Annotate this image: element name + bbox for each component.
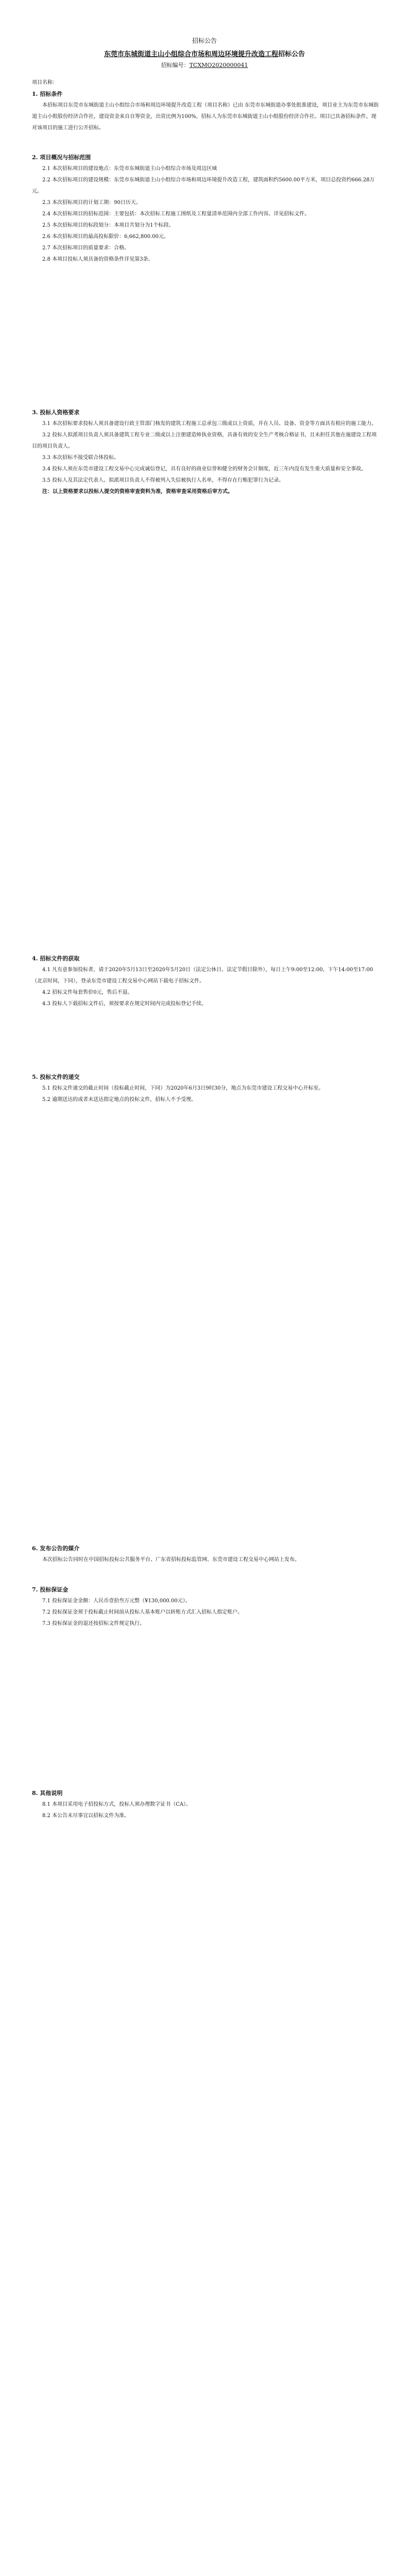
section-8-item: 8.2 本公告未尽事宜以招标文件为准。 xyxy=(42,1813,130,1819)
section-3-title: 3. 投标人资格要求 xyxy=(32,409,80,416)
section-5-item: 5.1 投标文件递交的截止时间（投标截止时间，下同）为2020年6月3日9时30分，地点为东莞市建设工程交易中心开标室。 xyxy=(42,1086,324,1091)
section-1-text: 本招标项目东莞市东城街道主山小组综合市场和周边环境提升改造工程（项目名称）已由 东莞市东城街道办事处批准建设，项目业主为东莞市东城街道主山小组股份经济合作社，建设资金来自自筹资金，出资比例为100%，招标人为东莞市东城街道主山小组股份经济合作社。项目已具备招标条件，现对该项目的施工进行公开招标。 xyxy=(32,103,379,131)
section-2-item: 2.8 本项目投标人须具备的资格条件详见第3条。 xyxy=(42,257,154,262)
section-5-title: 5. 投标文件的递交 xyxy=(32,1074,80,1080)
section-3-item: 3.3 本次招标不接受联合体投标。 xyxy=(42,455,120,461)
section-3-item: 3.4 投标人须在东莞市建设工程交易中心完成诚信登记，具有良好的商业信誉和健全的财务会计制度，近三年内没有发生重大质量和安全事故。 xyxy=(42,466,367,472)
project-number: 招标编号：TCXMO2020000041 xyxy=(161,62,248,69)
section-3-item: 3.5 投标人及其法定代表人、拟派项目负责人不得被列入失信被执行人名单，不得存在行贿犯罪行为记录。 xyxy=(42,478,284,483)
section-4-item: 4.3 投标人下载招标文件后，须按要求在规定时间内完成投标登记手续。 xyxy=(42,1001,207,1007)
section-2-title: 2. 项目概况与招标范围 xyxy=(32,154,91,161)
section-3 xyxy=(32,407,379,498)
project-name-label: 项目名称： xyxy=(32,80,58,86)
section-8 xyxy=(32,1788,379,1822)
section-1-title: 1. 招标条件 xyxy=(32,91,63,97)
section-6-text: 本次招标公告同时在中国招标投标公共服务平台、广东省招标投标监管网、东莞市建设工程交易中心网站上发布。 xyxy=(42,1557,300,1563)
section-2-item: 2.1 本次招标项目的建设地点：东莞市东城街道主山小组综合市场及周边区域 xyxy=(42,166,217,172)
section-2-item: 2.2 本次招标项目的建设规模：东莞市东城街道主山小组综合市场和周边环境提升改造工程，建筑面积约5600.00平方米，项目总投资约666.28万元。 xyxy=(32,177,375,194)
section-3-item: 3.2 投标人拟派项目负责人须具备建筑工程专业二级或以上注册建造师执业资格，具备有效的安全生产考核合格证书，且未担任其他在施建设工程项目的项目负责人。 xyxy=(32,432,377,449)
section-2-item: 2.6 本次招标项目的最高投标限价：6,662,800.00元。 xyxy=(42,234,169,240)
document-title xyxy=(0,48,409,58)
section-6-title: 6. 发布公告的媒介 xyxy=(32,1545,80,1552)
section-2-item: 2.3 本次招标项目的计划工期：90日历天。 xyxy=(42,200,141,206)
section-1 xyxy=(32,77,379,134)
section-8-title: 8. 其他说明 xyxy=(32,1790,63,1797)
section-8-item: 8.1 本项目采用电子招投标方式，投标人须办理数字证书（CA）。 xyxy=(42,1802,191,1807)
section-7-item: 7.2 投标保证金须于投标截止时间前从投标人基本账户以转账方式汇入招标人指定账户。 xyxy=(42,1609,243,1615)
section-4-item: 4.1 凡有意参加投标者，请于2020年5月13日至2020年5月20日（法定公休日、法定节假日除外），每日上午9:00至12:00，下午14:00至17:00（北京时间，下同），登录东莞市建设工程交易中心网站下载电子招标文件。 xyxy=(32,967,373,984)
section-2-item: 2.5 本次招标项目的标段划分：本项目共划分为1个标段。 xyxy=(42,223,174,228)
section-7-item: 7.3 投标保证金的退还按招标文件规定执行。 xyxy=(42,1621,145,1626)
section-6 xyxy=(32,1543,379,1566)
section-7 xyxy=(32,1584,379,1630)
section-7-title: 7. 投标保证金 xyxy=(32,1586,69,1593)
document-type: 招标公告 xyxy=(192,37,217,44)
section-3-item: 3.1 本次招标要求投标人须具备建设行政主管部门核发的建筑工程施工总承包三级或以上资质，并在人员、设备、资金等方面具有相应的施工能力。 xyxy=(42,421,377,427)
title-project-name: 东莞市东城街道主山小组综合市场和周边环境提升改造工程 xyxy=(104,50,278,58)
section-5-item: 5.2 逾期送达的或者未送达指定地点的投标文件，招标人不予受理。 xyxy=(42,1097,197,1103)
section-2 xyxy=(32,152,379,265)
section-5 xyxy=(32,1072,379,1106)
title-suffix: 招标公告 xyxy=(278,50,305,58)
section-2-item: 2.4 本次招标项目的招标范围：主要包括：本次招标工程施工图纸及工程量清单范围内全部工作内容。详见招标文件。 xyxy=(42,211,310,217)
section-4-item: 4.2 招标文件每套售价0元，售后不退。 xyxy=(42,990,133,995)
section-3-note: 注：以上资格要求以投标人提交的资格审查资料为准，资格审查采用资格后审方式。 xyxy=(42,489,233,495)
section-4-title: 4. 招标文件的获取 xyxy=(32,955,80,962)
section-2-item: 2.7 本次招标项目的质量要求：合格。 xyxy=(42,245,130,251)
section-4 xyxy=(32,953,379,1010)
section-7-item: 7.1 投标保证金金额：人民币壹拾叁万元整（¥130,000.00元）。 xyxy=(42,1598,191,1604)
